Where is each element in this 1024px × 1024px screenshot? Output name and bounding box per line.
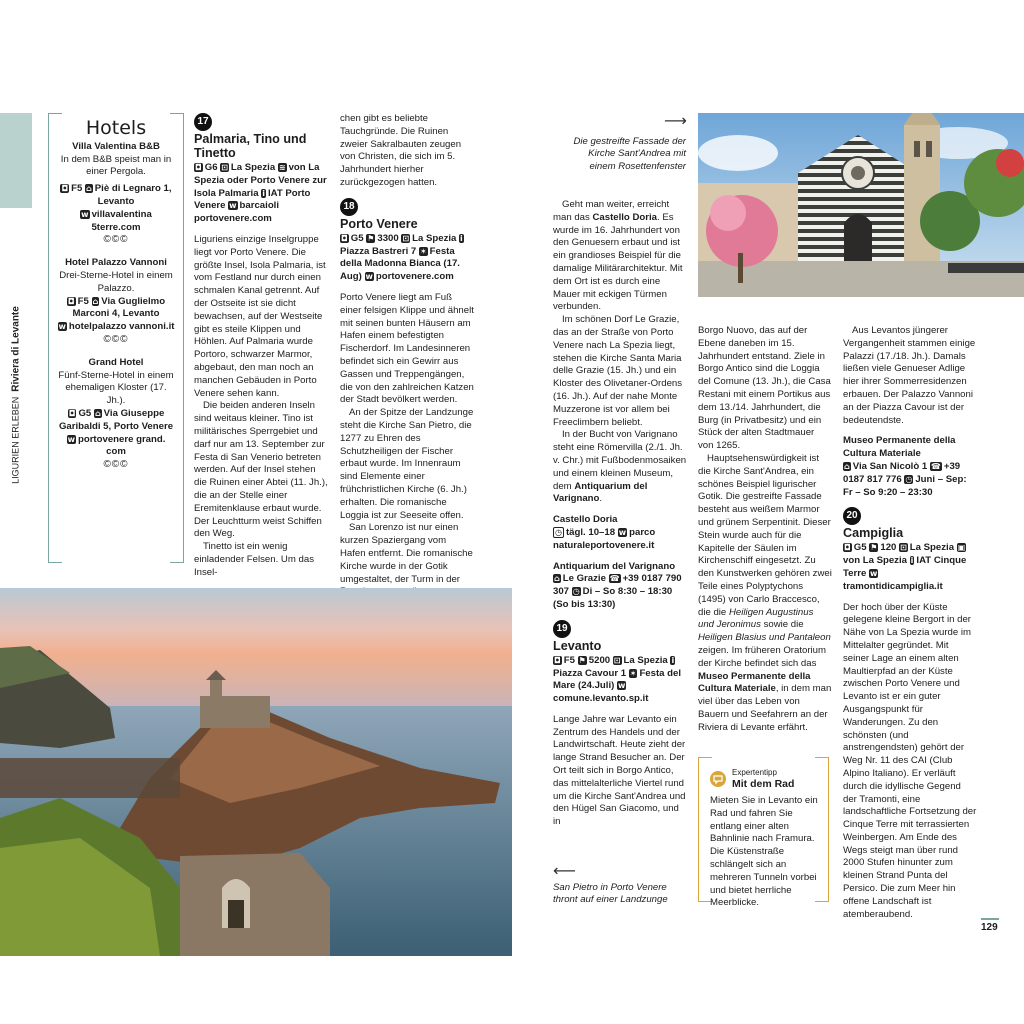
entry-number: 20 <box>843 507 861 525</box>
museum-title: Museo Permanente della Cultura Materiale <box>843 435 956 460</box>
web-link[interactable]: portovenere.com <box>375 271 454 283</box>
entry-title: Campiglia <box>843 526 904 541</box>
chapter-label: LIGURIEN ERLEBEN <box>10 396 21 484</box>
section-tab <box>0 113 32 208</box>
entry-number: 17 <box>194 113 212 131</box>
paragraph: Porto Venere liegt am Fuß einer felsigen Klippe und ähnelt mit seinen bunten Häusern am Hafen einem befestigten Fischerdorf. Im Landesinneren befindet sich ein Gewirr aus Gassen und Treppengängen, die von den zahlreichen Katzen der Stadt bevölkert werden. <box>340 291 474 406</box>
antiquarium-info: ⌂ Le Grazie ☎ +39 0187 790 307 ◷ Di – So 8:30 – 18:30 (So bis 13:30) <box>553 573 682 610</box>
photo-sant-andrea <box>698 113 1024 297</box>
arrow-right-icon: ⟶ <box>664 111 687 130</box>
address-icon: ⌂ <box>844 461 850 471</box>
web-icon: w <box>869 568 878 578</box>
address-icon: ⌂ <box>92 296 99 306</box>
paragraph: Der hoch über der Küste gelegene kleine Bergort in der Nähe von La Spezia wurde im Mittelalter gegründet. Mit seiner Lage an einem alten Maultierpfad an der Küste zwischen Porto Venere und Levanto ist er ein guter Ausgangspunkt für Wanderungen. Zu den schönsten (und anstrengendsten) gehört der Weg Nr. 11 des CAI (Club Alpino Italiano). Er verläuft durch die idyllische Gegend der Tramonti, eine landschaftliche Fortsetzung der Cinque Terre mit terrassierten Weinbergen. Am Ende des Wegs steigt man über rund 2000 Stufen hinunter zum kleinen Strand Punta del Persico. Die zum Meer hin offene Landschaft ist atemberaubend. <box>843 601 977 920</box>
paragraph: chen gibt es beliebte Tauchgründe. Die Ruinen zweier Sakralbauten zeugen von Christen, die sich im 5. Jahrhundert hierher zurückgezogen hatten. <box>340 113 462 188</box>
paragraph: Tinetto ist ein wenig einladender Felsen. Um das Insel- <box>194 541 314 578</box>
web-icon: w <box>67 434 75 444</box>
antiquarium-title: Antiquarium del Varignano <box>553 560 676 572</box>
hotels-title: Hotels <box>85 117 147 139</box>
museum-info: ⌂ Via San Nicolò 1 ☎ +39 0187 817 776 ◷ Juni – Sep: Fr – So 9:20 – 23:30 <box>843 460 967 498</box>
info-icon: i <box>460 233 463 243</box>
info-icon: i <box>671 655 675 665</box>
hotel-item <box>49 257 183 347</box>
hotel-name: Hotel Palazzo Vannoni <box>65 257 167 269</box>
map-icon: ◘ <box>195 163 202 172</box>
entry-info <box>340 233 474 284</box>
paragraph: An der Spitze der Landzunge steht die Kirche San Pietro, die 1277 zu Ehren des Schutzheiligen der Fischer erbaut wurde. Im Innenraum sind Elemente einer frühchristlichen Kirche (6. Jh.) erhalten. Die romanische Loggia ist zur Seeseite offen. <box>340 407 474 521</box>
web-icon: w <box>81 209 89 219</box>
train-from: La Spezia <box>412 232 457 244</box>
paragraph: Aus Levantos jüngerer Vergangenheit stammen einige Palazzi (17./18. Jh.). Damals ließen viele Genueser Adlige hier ihrer Sommerresidenzen erbauen. Der Palazzo Vannoni an der Piazza Cavour ist der bedeutendste. <box>843 325 976 426</box>
hotel-name: Grand Hotel <box>88 356 144 368</box>
san-pietro-illustration <box>0 588 512 956</box>
web-icon: w <box>618 527 627 537</box>
grid-ref: G5 <box>350 232 364 244</box>
entry-info: ◘ G5 ⚑ 120 ⊡ La Spezia ▣von La Spezia i IAT Cinque Terre wtramontidicampiglia.it <box>843 542 967 592</box>
map-icon: ◘ <box>844 543 851 553</box>
festival: Festa della Madonna Bianca (17. Aug) <box>340 245 460 283</box>
entry-info: ◘ F5 ⚑ 5200 ⊡ La Spezia iPiazza Cavour 1 ✶ Festa del Mare (24.Juli) wcomune.levanto.sp.it <box>553 654 682 705</box>
info-icon: i <box>910 556 914 566</box>
paragraph: San Lorenzo ist nur einen kurzen Spaziergang vom Hafen entfernt. Die romanische Kirche wurde in der Gotik umgestaltet, der Turm in der <box>340 522 473 585</box>
info-icon: i <box>262 188 265 198</box>
web-icon: w <box>229 201 237 211</box>
section-label <box>11 306 22 484</box>
entry-title: Porto Venere <box>340 216 418 231</box>
hotel-grid: F5 <box>77 295 89 307</box>
tip-title: Mit dem Rad <box>732 778 795 790</box>
population-icon: ⚑ <box>870 543 878 553</box>
arrow-left-icon: ⟵ <box>553 861 576 880</box>
column-5 <box>698 325 832 735</box>
grid-ref: G6 <box>204 162 218 173</box>
train-icon: ⊡ <box>402 233 410 243</box>
hotel-name: Villa Valentina B&B <box>72 140 160 152</box>
page-number-bar <box>981 918 999 920</box>
hotel-grid: G5 <box>78 407 92 419</box>
entry-number: 18 <box>340 198 358 216</box>
entry-18 <box>340 198 474 599</box>
festival-icon: ✶ <box>419 246 427 256</box>
population-icon: ⚑ <box>367 233 375 243</box>
entry-17 <box>194 113 328 580</box>
hotel-desc: Drei-Sterne-Hotel in einem Palazzo. <box>59 269 173 294</box>
map-icon: ◘ <box>341 233 348 243</box>
population: 3300 <box>377 232 399 244</box>
tip-body: Mieten Sie in Levanto ein Rad und fahren Sie entlang einer alten Bahnlinie nach Framura. Die Küstenstraße schlängelt sich an mehreren Tunneln vorbei und bietet herrliche Meerblicke. <box>710 795 818 909</box>
train-from: La Spezia <box>230 162 276 173</box>
caption-sant-andrea: Die gestreifte Fassade der Kirche Sant'Andrea mit einem Rosettenfenster <box>573 136 686 172</box>
hotel-grid: F5 <box>71 183 83 195</box>
ferry-info: von La Spezia oder Porto Venere zur Isola Palmaria <box>194 162 327 199</box>
bus-icon: ▣ <box>957 543 966 553</box>
address-icon: ⌂ <box>86 184 92 194</box>
hotels-box <box>48 113 184 563</box>
paragraph: Die beiden anderen Inseln sind weitaus kleiner. Tino ist militärisches Sperrgebiet und darf nur am 13. September zur Festa di San Venerio betreten werden. Auf der Insel stehen die Ruinen einer Abtei (11. Jh.), die an der Stelle einer Eremitenklause erbaut wurde. Der Leuchtturm weist Schiffen den Weg. <box>194 400 328 540</box>
train-icon: ⊡ <box>900 543 907 553</box>
web-icon: w <box>58 322 66 332</box>
entry-info <box>194 162 328 226</box>
train-icon: ⊡ <box>221 163 228 172</box>
column-3 <box>340 113 474 599</box>
column-4 <box>553 199 687 829</box>
paragraph: Geht man weiter, erreicht man das Castello Doria. Es wurde im 16. Jahrhundert von den Genuesern erbaut und ist ein grandioses Beispiel für die damalige Militärarchitektur. Mit dem Ort ist es durch eine Mauer mit eckigen Türmen verbunden. <box>553 199 683 313</box>
price-category: ©©© <box>103 459 129 471</box>
paragraph: Lange Jahre war Levanto ein Zentrum des Handels und der Landwirtschaft. Heute zieht der lange Strand Besucher an. Der Ort teilt sich in Borgo Antico, das mittelalterliche Viertel rund um die Kirche Sant'Andrea und den Hügel San Giacomo, und in <box>553 713 686 828</box>
paragraph: Hauptsehenswürdigkeit ist die Kirche Sant'Andrea, ein schönes Beispiel ligurischer Gotik. Die gestreifte Fassade besteht aus weißem Marmor und grünem Serpentinit. Dieser Stein wurde auch für die Kapitelle der Säulen im Kirchenschiff eingesetzt. Zu den Kunstwerken gehören zwei Teile eines Polyptychons (1495) von Carlo Braccesco, die die Heiligen Augustinus und Jeronimus sowie die Heiligen Blasius und Pantaleon zeigen. Im früheren Oratorium der Kirche befindet sich das Museo Permanente della Cultura Materiale, in dem man viel über das Leben von Bauern und Seefahrern an der Riviera di Levante erfährt. <box>698 452 832 733</box>
hotel-desc: In dem B&B speist man in einer Pergola. <box>60 153 172 178</box>
paragraph: Im schönen Dorf Le Grazie, das an der Straße von Porto Venere nach La Spezia liegt, stehen die Kirche Santa Maria delle Grazie (15. Jh.) und ein Kloster des Olivetaner-Ordens (16. Jh.). Auf der nahe Monte Muzzerone ist vor allem bei Freeclimbern beliebt. <box>553 314 683 428</box>
hotel-address: Piè di Legnaro 1, Levanto <box>94 183 172 207</box>
map-icon: ◘ <box>554 655 561 665</box>
price-category: ©©© <box>103 234 129 246</box>
festival-icon: ✶ <box>629 668 637 678</box>
address-icon: ⌂ <box>554 574 560 584</box>
clock-icon: ◷ <box>905 474 913 484</box>
price-category: ©©© <box>103 333 129 345</box>
tip-label: Expertentipp <box>732 768 777 777</box>
hotel-item <box>49 141 183 247</box>
entry-title: Palmaria, Tino und Tinetto <box>194 132 307 160</box>
paragraph: Borgo Nuovo, das auf der Ebene daneben im 15. Jahrhundert entstand. Ziele in Borgo Antico sind die Loggia del Comune (13. Jh.), die Casa Restani mit einem Portikus aus dem 13./14. Jahrhundert, die Burg (in Privatbesitz) und ein Stück der alten Stadtmauer von 1265. <box>698 325 831 452</box>
paragraph: Liguriens einzige Inselgruppe liegt vor Porto Venere. Die größte Insel, Isola Palmaria, ist vom Festland nur durch einen schmalen Kanal getrennt. Auf der Ostseite ist sie dicht bewachsen, auf der Westseite gibt es steile Klippen und Höhlen. Auf Palmaria wurde Portoro, schwarzer Marmor, abgebaut, den man noch an manchen Gebäuden in Porto Venere sehen kann. <box>194 233 326 399</box>
paragraph: In der Bucht von Varignano steht eine Römervilla (2./1. Jh. v. Chr.) mit Fußbodenmosaiken und einem kleinen Museum, dem Antiquarium del Varignano. <box>553 429 687 505</box>
photo-san-pietro <box>0 588 512 956</box>
section-name: Riviera di Levante <box>10 306 22 392</box>
train-icon: ⊡ <box>613 655 621 665</box>
expert-tip-box <box>698 757 829 909</box>
sant-andrea-illustration <box>698 113 1024 297</box>
castello-doria-info: ◷ tägl. 10–18 w parco naturaleportovenere.it <box>553 526 656 551</box>
caption-san-pietro: San Pietro in Porto Venere thront auf einer Landzunge <box>553 882 668 906</box>
phone-icon: ☎ <box>930 461 941 471</box>
hotel-address: Via Giuseppe Garibaldi 5, Porto Venere <box>58 407 174 432</box>
hotel-web[interactable]: villavalentina 5terre.com <box>91 208 152 233</box>
phone-icon: ☎ <box>609 574 620 584</box>
hotel-item <box>49 357 183 472</box>
tourist-office: Piazza Bastreri 7 <box>340 245 417 257</box>
web-link[interactable]: barcaioli <box>239 200 280 212</box>
entry-number: 19 <box>553 620 571 638</box>
clock-icon: ◷ <box>572 587 580 597</box>
column-6 <box>843 325 977 921</box>
map-icon: ◘ <box>61 184 69 194</box>
map-icon: ◘ <box>67 296 75 306</box>
web-icon: w <box>365 272 373 282</box>
population-icon: ⚑ <box>578 655 586 665</box>
castello-doria-title: Castello Doria <box>553 514 618 526</box>
entry-title: Levanto <box>553 638 602 653</box>
map-icon: ◘ <box>68 408 76 418</box>
ferry-icon: ≋ <box>278 163 286 172</box>
clock-icon: ◷ <box>555 527 562 537</box>
speech-bubble-icon <box>710 771 726 787</box>
tourist-office: IAT Porto Venere <box>194 187 311 212</box>
hotel-address: Via Guglielmo Marconi 4, Levanto <box>72 295 166 320</box>
web-icon: w <box>618 681 626 691</box>
address-icon: ⌂ <box>94 408 101 418</box>
hotel-web[interactable]: portovenere grand. com <box>77 433 166 458</box>
page-number: 129 <box>981 922 998 933</box>
hotel-desc: Fünf-Sterne-Hotel in einem ehemaligen Kloster (17. Jh.). <box>58 369 174 407</box>
hotel-web[interactable]: hotelpalazzo vannoni.it <box>68 321 175 333</box>
web-link[interactable]: portovenere.com <box>194 213 272 225</box>
